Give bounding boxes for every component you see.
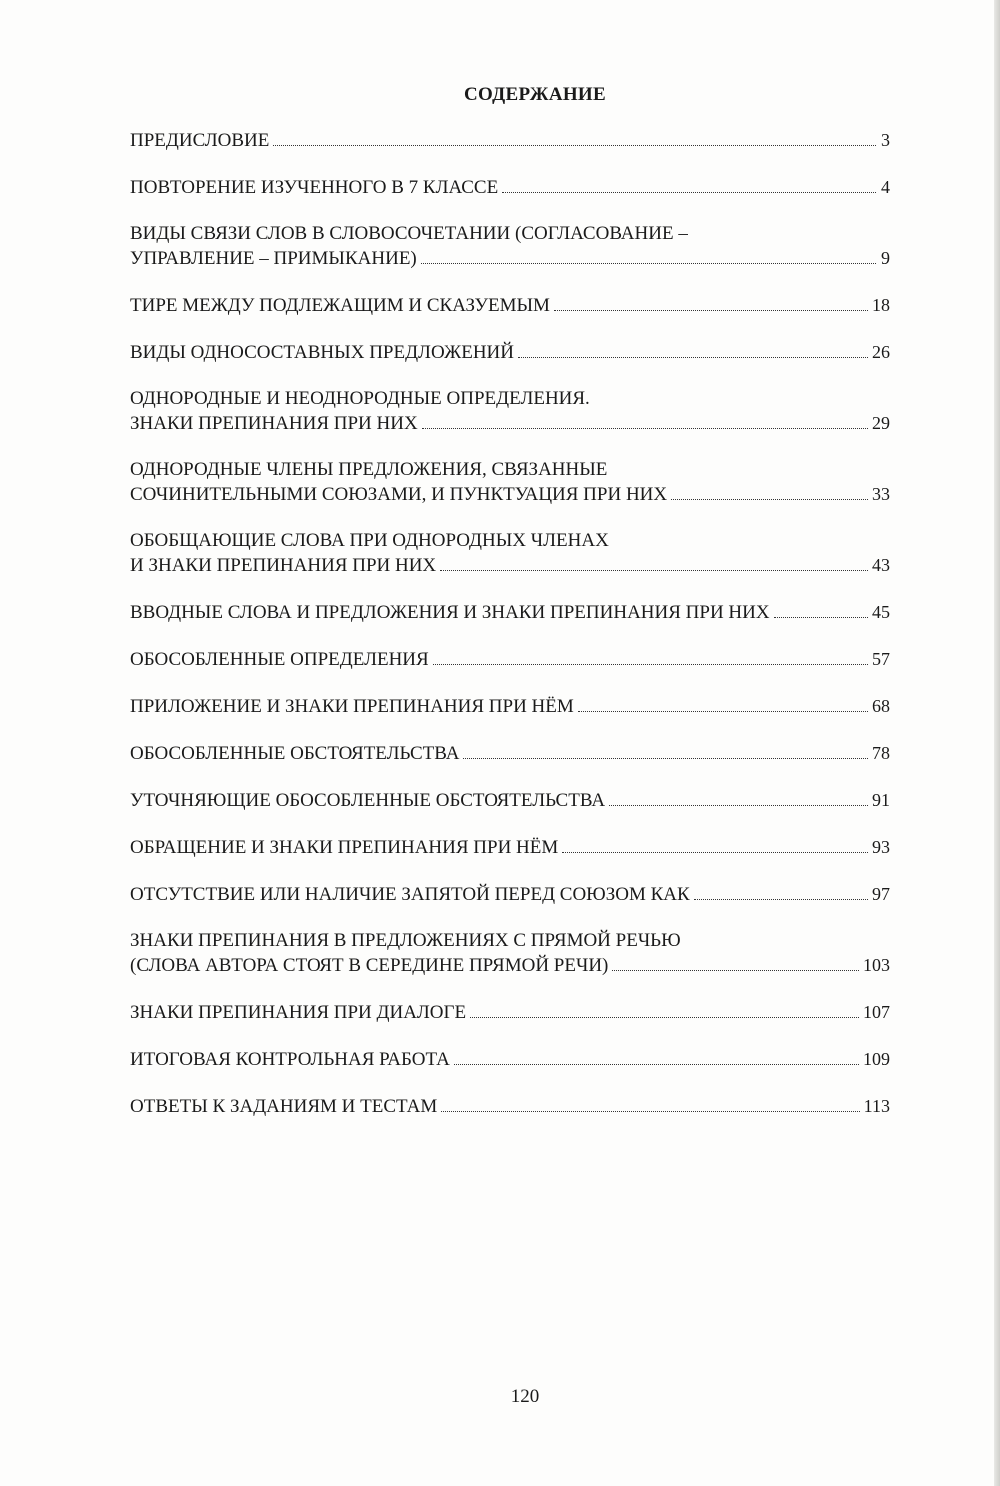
toc-entry-row — [130, 553, 890, 578]
dot-leader — [671, 498, 868, 500]
dot-leader — [554, 309, 868, 311]
dot-leader — [612, 969, 859, 971]
toc-entry-row — [130, 835, 890, 860]
dot-leader — [694, 898, 868, 900]
toc-entry-title-line: ПОВТОРЕНИЕ ИЗУЧЕННОГО В 7 КЛАССЕ — [130, 177, 499, 198]
toc-entry — [130, 694, 890, 719]
toc-entry-row — [130, 647, 890, 672]
toc-entry-page: 29 — [872, 413, 890, 433]
toc-entry-page: 3 — [881, 130, 890, 150]
toc-entry-row — [130, 741, 890, 766]
toc-entry-title-line: ВИДЫ ОДНОСОСТАВНЫХ ПРЕДЛОЖЕНИЙ — [130, 342, 514, 363]
toc-entry-row — [130, 1094, 890, 1119]
toc-entry — [130, 128, 890, 153]
toc-entry-title-line: ЗНАКИ ПРЕПИНАНИЯ ПРИ ДИАЛОГЕ — [130, 1002, 467, 1023]
toc-entry-page: 97 — [872, 884, 890, 904]
toc-entry-page: 107 — [863, 1002, 890, 1022]
toc-entry — [130, 387, 890, 436]
dot-leader — [562, 851, 868, 853]
toc-entry-title-line: УПРАВЛЕНИЕ – ПРИМЫКАНИЕ) — [130, 248, 417, 269]
toc-entry-page: 93 — [872, 837, 890, 857]
toc-entry-page: 91 — [872, 790, 890, 810]
toc-entry-page: 4 — [881, 177, 890, 197]
toc-entry-page: 43 — [872, 555, 890, 575]
dot-leader — [440, 569, 868, 571]
toc-entry — [130, 835, 890, 860]
dot-leader — [454, 1063, 859, 1065]
toc-entry — [130, 647, 890, 672]
dot-leader — [273, 144, 876, 146]
toc-entry-title-line: ВВОДНЫЕ СЛОВА И ПРЕДЛОЖЕНИЯ И ЗНАКИ ПРЕПИНАНИЯ ПРИ НИХ — [130, 602, 770, 623]
toc-entry-title-line: ПРИЛОЖЕНИЕ И ЗНАКИ ПРЕПИНАНИЯ ПРИ НЁМ — [130, 696, 574, 717]
toc-entry-title-line: ПРЕДИСЛОВИЕ — [130, 130, 270, 151]
toc-entry-title-line: ОДНОРОДНЫЕ ЧЛЕНЫ ПРЕДЛОЖЕНИЯ, СВЯЗАННЫЕ — [130, 459, 608, 480]
toc-entry-page: 33 — [872, 484, 890, 504]
toc-entry-page: 26 — [872, 342, 890, 362]
toc-entry-title-line: ОБОСОБЛЕННЫЕ ОБСТОЯТЕЛЬСТВА — [130, 743, 460, 764]
toc-entry-title-line: ЗНАКИ ПРЕПИНАНИЯ ПРИ НИХ — [130, 413, 418, 434]
page-number: 120 — [510, 1386, 540, 1407]
dot-leader — [433, 663, 868, 665]
toc-entry-page: 18 — [872, 295, 890, 315]
toc-entry-row — [130, 482, 890, 507]
toc-entry-page: 68 — [872, 696, 890, 716]
toc-entry-title-line: ТИРЕ МЕЖДУ ПОДЛЕЖАЩИМ И СКАЗУЕМЫМ — [130, 295, 550, 316]
toc-entry — [130, 458, 890, 507]
toc-entry-row — [130, 293, 890, 318]
toc-entry-row — [130, 1000, 890, 1025]
toc-entry — [130, 882, 890, 907]
toc-entry-row — [130, 953, 890, 978]
toc-entry-row — [130, 246, 890, 271]
toc-entry-page: 57 — [872, 649, 890, 669]
toc-entry-title-line: ИТОГОВАЯ КОНТРОЛЬНАЯ РАБОТА — [130, 1049, 450, 1070]
toc-entry-row — [130, 600, 890, 625]
toc-entry-title-line: ЗНАКИ ПРЕПИНАНИЯ В ПРЕДЛОЖЕНИЯХ С ПРЯМОЙ РЕЧЬЮ — [130, 930, 681, 951]
toc-entry-title-line: ОБРАЩЕНИЕ И ЗНАКИ ПРЕПИНАНИЯ ПРИ НЁМ — [130, 837, 559, 858]
toc-entry — [130, 340, 890, 365]
dot-leader — [422, 427, 868, 429]
page-edge-shadow — [994, 0, 1000, 1486]
toc-entry-page: 113 — [863, 1096, 890, 1116]
toc-entry — [130, 175, 890, 200]
toc-entry-row — [130, 788, 890, 813]
toc-entry — [130, 293, 890, 318]
toc-entry-page: 109 — [863, 1049, 890, 1069]
dot-leader — [609, 804, 868, 806]
toc-entry-row — [130, 1047, 890, 1072]
toc-entry-row — [130, 411, 890, 436]
toc-entry-title-line: СОЧИНИТЕЛЬНЫМИ СОЮЗАМИ, И ПУНКТУАЦИЯ ПРИ НИХ — [130, 484, 668, 505]
toc-entry — [130, 222, 890, 271]
toc-entry — [130, 741, 890, 766]
dot-leader — [502, 191, 876, 193]
toc-entry-title-line: (СЛОВА АВТОРА СТОЯТ В СЕРЕДИНЕ ПРЯМОЙ РЕЧИ) — [130, 955, 609, 976]
contents-title: СОДЕРЖАНИЕ — [464, 84, 606, 105]
toc-entry-title-line: ОТСУТСТВИЕ ИЛИ НАЛИЧИЕ ЗАПЯТОЙ ПЕРЕД СОЮЗОМ КАК — [130, 884, 690, 905]
dot-leader — [470, 1016, 859, 1018]
dot-leader — [421, 262, 876, 264]
toc-entry-page: 45 — [872, 602, 890, 622]
toc-entry-title-line: ОБОБЩАЮЩИЕ СЛОВА ПРИ ОДНОРОДНЫХ ЧЛЕНАХ — [130, 530, 609, 551]
toc-entry — [130, 929, 890, 978]
dot-leader — [441, 1110, 859, 1112]
toc-entry-page: 103 — [863, 955, 890, 975]
toc-entry-page: 78 — [872, 743, 890, 763]
toc-entry — [130, 600, 890, 625]
toc-entry-row — [130, 694, 890, 719]
toc-entry-title-line: ВИДЫ СВЯЗИ СЛОВ В СЛОВОСОЧЕТАНИИ (СОГЛАСОВАНИЕ – — [130, 223, 688, 244]
toc-entry-title-line: И ЗНАКИ ПРЕПИНАНИЯ ПРИ НИХ — [130, 555, 437, 576]
toc-entry-title-line: ОТВЕТЫ К ЗАДАНИЯМ И ТЕСТАМ — [130, 1096, 438, 1117]
toc-entry — [130, 529, 890, 578]
toc-entry-row — [130, 128, 890, 153]
toc-entry — [130, 1000, 890, 1025]
toc-entry-row — [130, 175, 890, 200]
toc-entry-title-line: УТОЧНЯЮЩИЕ ОБОСОБЛЕННЫЕ ОБСТОЯТЕЛЬСТВА — [130, 790, 606, 811]
toc-entry-row — [130, 340, 890, 365]
dot-leader — [774, 616, 868, 618]
dot-leader — [463, 757, 868, 759]
table-of-contents — [130, 128, 890, 1119]
dot-leader — [578, 710, 868, 712]
toc-entry-title-line: ОДНОРОДНЫЕ И НЕОДНОРОДНЫЕ ОПРЕДЕЛЕНИЯ. — [130, 388, 590, 409]
dot-leader — [518, 356, 868, 358]
toc-entry-title-line: ОБОСОБЛЕННЫЕ ОПРЕДЕЛЕНИЯ — [130, 649, 429, 670]
toc-entry-row — [130, 882, 890, 907]
toc-entry — [130, 788, 890, 813]
toc-entry — [130, 1094, 890, 1119]
toc-entry — [130, 1047, 890, 1072]
toc-entry-page: 9 — [881, 248, 890, 268]
